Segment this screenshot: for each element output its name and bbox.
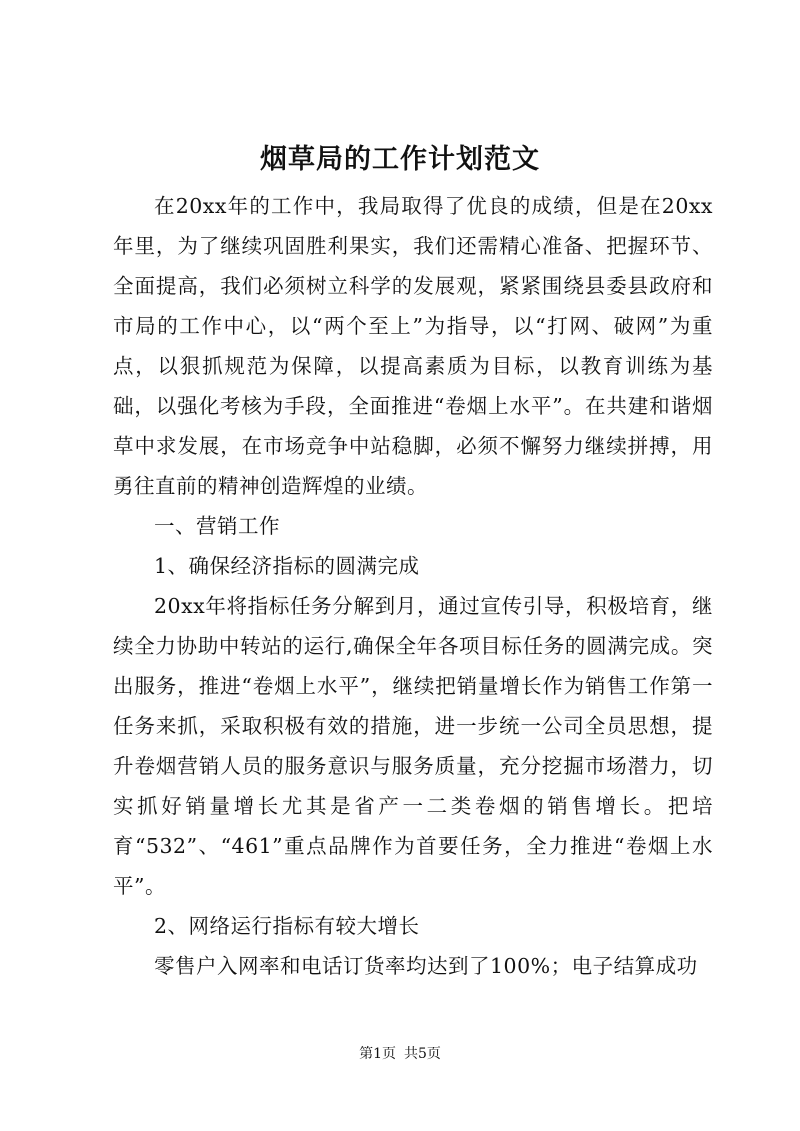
document-body <box>113 186 713 986</box>
network-indicators-paragraph: 零售户入网率和电话订货率均达到了100%；电子结算成功 <box>154 954 698 978</box>
page-number: 第1页 <box>359 1046 396 1062</box>
intro-paragraph: 在20xx年的工作中，我局取得了优良的成绩，但是在20xx年里，为了继续巩固胜利果实，我们还需精心准备、把握环节、全面提高，我们必须树立科学的发展观，紧紧围绕县委县政府和市局的工作中心，以“两个至上”为指导，以“打网、破网”为重点，以狠抓规范为保障，以提高素质为目标，以教育训练为基础，以强化考核为手段，全面推进“卷烟上水平”。在共建和谐烟草中求发展，在市场竞争中站稳脚，必须不懈努力继续拼搏，用勇往直前的精神创造辉煌的业绩。 <box>113 194 713 498</box>
economic-indicators-paragraph: 20xx年将指标任务分解到月，通过宣传引导，积极培育，继续全力协助中转站的运行,确保全年各项目标任务的圆满完成。突出服务，推进“卷烟上水平”，继续把销量增长作为销售工作第一任务来抓，采取积极有效的措施，进一步统一公司全员思想，提升卷烟营销人员的服务意识与服务质量，充分挖掘市场潜力，切实抓好销量增长尤其是省产一二类卷烟的销售增长。把培育“532”、“461”重点品牌作为首要任务，全力推进“卷烟上水平”。 <box>113 594 713 898</box>
document-title: 烟草局的工作计划范文 <box>260 144 540 175</box>
total-pages: 共5页 <box>404 1046 441 1062</box>
page-footer <box>0 1044 800 1064</box>
subheading-economic-indicators: 1、确保经济指标的圆满完成 <box>154 554 420 578</box>
subheading-network-indicators: 2、网络运行指标有较大增长 <box>154 914 420 938</box>
section-heading-marketing: 一、营销工作 <box>154 514 280 538</box>
